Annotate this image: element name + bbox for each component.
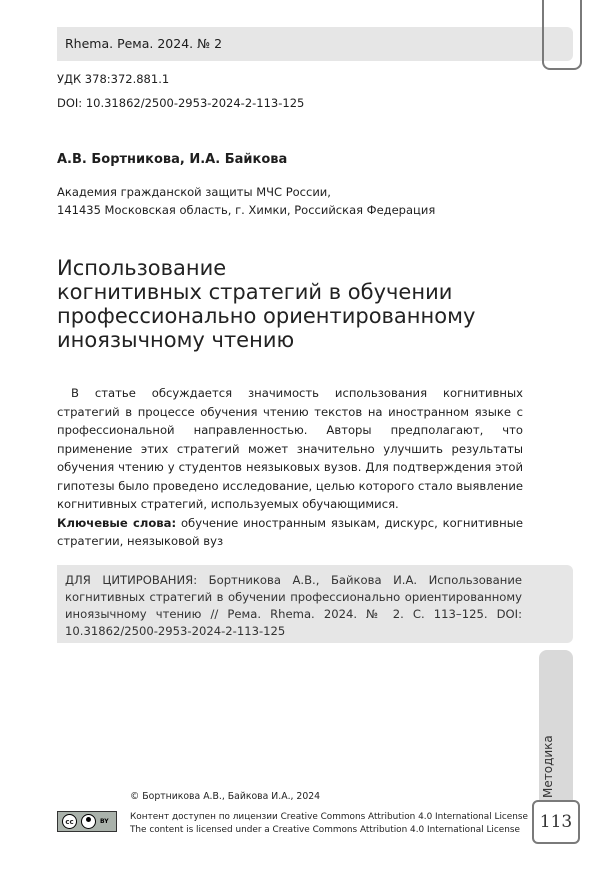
udc-code: УДК 378:372.881.1	[57, 72, 170, 86]
license-en: The content is licensed under a Creative Commons Attribution 4.0 International License	[130, 824, 520, 835]
citation-box	[57, 565, 573, 643]
corner-bracket-decoration	[542, 0, 582, 70]
journal-name: Rhema. Рема. 2024. № 2	[65, 36, 223, 51]
copyright-notice: © Бортникова А.В., Байкова И.А., 2024	[130, 791, 321, 802]
title-line-1: Использование	[57, 256, 227, 280]
doi-line: DOI: 10.31862/2500-2953-2024-2-113-125	[57, 96, 305, 110]
keywords-label: Ключевые слова:	[57, 515, 177, 530]
title-line-4: иноязычному чтению	[57, 328, 295, 352]
article-title	[57, 256, 475, 352]
license-text	[130, 811, 528, 836]
by-label: BY	[100, 818, 109, 825]
journal-header-bar	[57, 27, 573, 61]
affiliation-line-1: Академия гражданской защиты МЧС России,	[57, 185, 331, 199]
title-line-3: профессионально ориентированному	[57, 304, 476, 328]
affiliation	[57, 183, 435, 219]
keywords	[57, 514, 523, 551]
cc-by-license-badge[interactable]	[57, 811, 117, 832]
attribution-person-icon	[81, 814, 96, 829]
abstract-text: В статье обсуждается значимость использования когнитивных стратегий в процессе обучения чтению текстов на иностранном языке с профессиональной направленностью. Авторы предполагают, что применение этих стратегий может значительно улучшить результаты обучения чтению у студентов неязыковых вузов. Для подтверждения этой гипотезы было проведено исследование, целью которого стало выявление когнитивных стратегий, используемых обучающимися.	[57, 386, 523, 511]
abstract	[57, 384, 523, 551]
keywords-list: обучение иностранным языкам, дискурс, когнитивные стратегии, неязыковой вуз	[57, 515, 523, 548]
affiliation-line-2: 141435 Московская область, г. Химки, Российская Федерация	[57, 203, 436, 217]
authors: А.В. Бортникова, И.А. Байкова	[57, 152, 288, 167]
citation-text: ДЛЯ ЦИТИРОВАНИЯ: Бортникова А.В., Байкова И.А. Использование когнитивных стратегий в обучении профессионально ориентированному иноязычному чтению // Рема. Rhema. 2024. № 2. С. 113–125. DOI: 10.31862/2500-2953-2024-2-113-125	[65, 573, 522, 638]
title-line-2: когнитивных стратегий в обучении	[57, 280, 453, 304]
page-number: 113	[532, 800, 580, 844]
cc-icon: cc	[62, 814, 77, 829]
section-label: Методика	[541, 735, 555, 798]
license-ru: Контент доступен по лицензии Creative Commons Attribution 4.0 International License	[130, 812, 528, 822]
